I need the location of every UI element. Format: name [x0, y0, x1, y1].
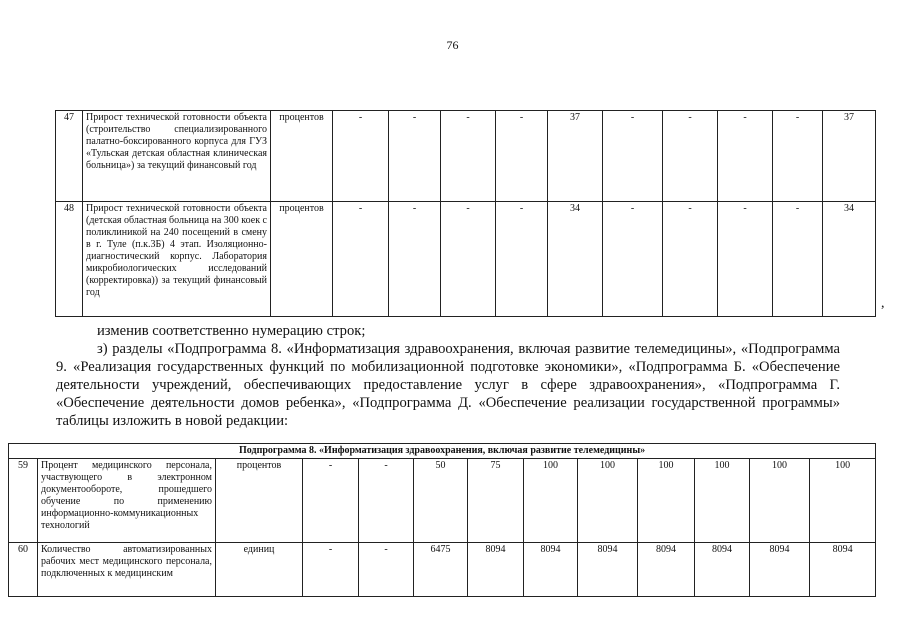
value-cell: 100 [638, 459, 695, 543]
value-cell: - [663, 111, 718, 202]
value-cell: 75 [468, 459, 524, 543]
value-cell: - [389, 202, 441, 317]
value-cell: 100 [695, 459, 750, 543]
value-cell: 8094 [468, 543, 524, 597]
value-cell: - [389, 111, 441, 202]
value-cell: - [303, 459, 359, 543]
value-cell: - [718, 202, 773, 317]
value-cell: - [359, 459, 414, 543]
value-cell: 6475 [414, 543, 468, 597]
value-cell: - [333, 111, 389, 202]
subprogram-header: Подпрограмма 8. «Информатизация здравоохранения, включая развитие телемедицины» [9, 444, 876, 459]
value-cell: 8094 [578, 543, 638, 597]
value-cell: 34 [823, 202, 876, 317]
value-cell: 50 [414, 459, 468, 543]
value-cell: - [359, 543, 414, 597]
unit-cell: процентов [271, 111, 333, 202]
value-cell: - [718, 111, 773, 202]
trailing-comma: , [881, 296, 885, 311]
value-cell: 8094 [524, 543, 578, 597]
value-cell: - [773, 202, 823, 317]
value-cell: 100 [578, 459, 638, 543]
page-number: 76 [446, 38, 459, 52]
value-cell: 8094 [695, 543, 750, 597]
value-cell: 37 [548, 111, 603, 202]
value-cell: - [441, 111, 496, 202]
row-number: 47 [56, 111, 83, 202]
row-number: 60 [9, 543, 38, 597]
value-cell: - [441, 202, 496, 317]
value-cell: 8094 [750, 543, 810, 597]
value-cell: 8094 [810, 543, 876, 597]
value-cell: - [303, 543, 359, 597]
subprogram-8-table [8, 443, 876, 597]
table-row [9, 459, 876, 543]
value-cell: 100 [524, 459, 578, 543]
value-cell: - [663, 202, 718, 317]
paragraph-renumbering: изменив соответственно нумерацию строк; [97, 323, 366, 339]
value-cell: - [333, 202, 389, 317]
row-number: 48 [56, 202, 83, 317]
value-cell: 100 [750, 459, 810, 543]
value-cell: - [603, 202, 663, 317]
unit-cell: процентов [271, 202, 333, 317]
indicator-name: Прирост технической готовности объекта (строительство специализированного палатно-боксированного корпуса для ГУЗ «Тульская детская областная клиническая больница») за текущий финансовый год [83, 111, 271, 202]
table-row [56, 202, 876, 317]
table-row [9, 543, 876, 597]
value-cell: 100 [810, 459, 876, 543]
value-cell: 37 [823, 111, 876, 202]
indicators-table-continued [55, 110, 876, 317]
table-header-row [9, 444, 876, 459]
indicator-name: Процент медицинского персонала, участвующего в электронном документообороте, прошедшего обучение по применению информационно-коммуникационных технологий [38, 459, 216, 543]
value-cell: - [496, 202, 548, 317]
indicator-name: Прирост технической готовности объекта (детская областная больница на 300 коек с поликлиникой на 240 посещений в смену в г. Туле (п.к.3Б) 4 этап. Изоляционно-диагностический корпус. Лаборатория микробиологических исследований (корректировка)) за текущий финансовый год [83, 202, 271, 317]
table-row [56, 111, 876, 202]
paragraph-sections-amendment: з) разделы «Подпрограмма 8. «Информатизация здравоохранения, включая развитие телемедицины», «Подпрограмма 9. «Реализация государственных функций по мобилизационной подготовке экономики», «Подпрограмма Б. «Обеспечение деятельности учреждений, обеспечивающих предоставление услуг в сфере здравоохранения», «Подпрограмма Г. «Обеспечение деятельности домов ребенка», «Подпрограмма Д. «Обеспечение реализации государственной программы» таблицы изложить в новой редакции: [56, 341, 840, 429]
value-cell: - [496, 111, 548, 202]
value-cell: 34 [548, 202, 603, 317]
row-number: 59 [9, 459, 38, 543]
indicator-name: Количество автоматизированных рабочих мест медицинского персонала, подключенных к медицинским [38, 543, 216, 597]
unit-cell: процентов [216, 459, 303, 543]
unit-cell: единиц [216, 543, 303, 597]
value-cell: 8094 [638, 543, 695, 597]
value-cell: - [603, 111, 663, 202]
value-cell: - [773, 111, 823, 202]
